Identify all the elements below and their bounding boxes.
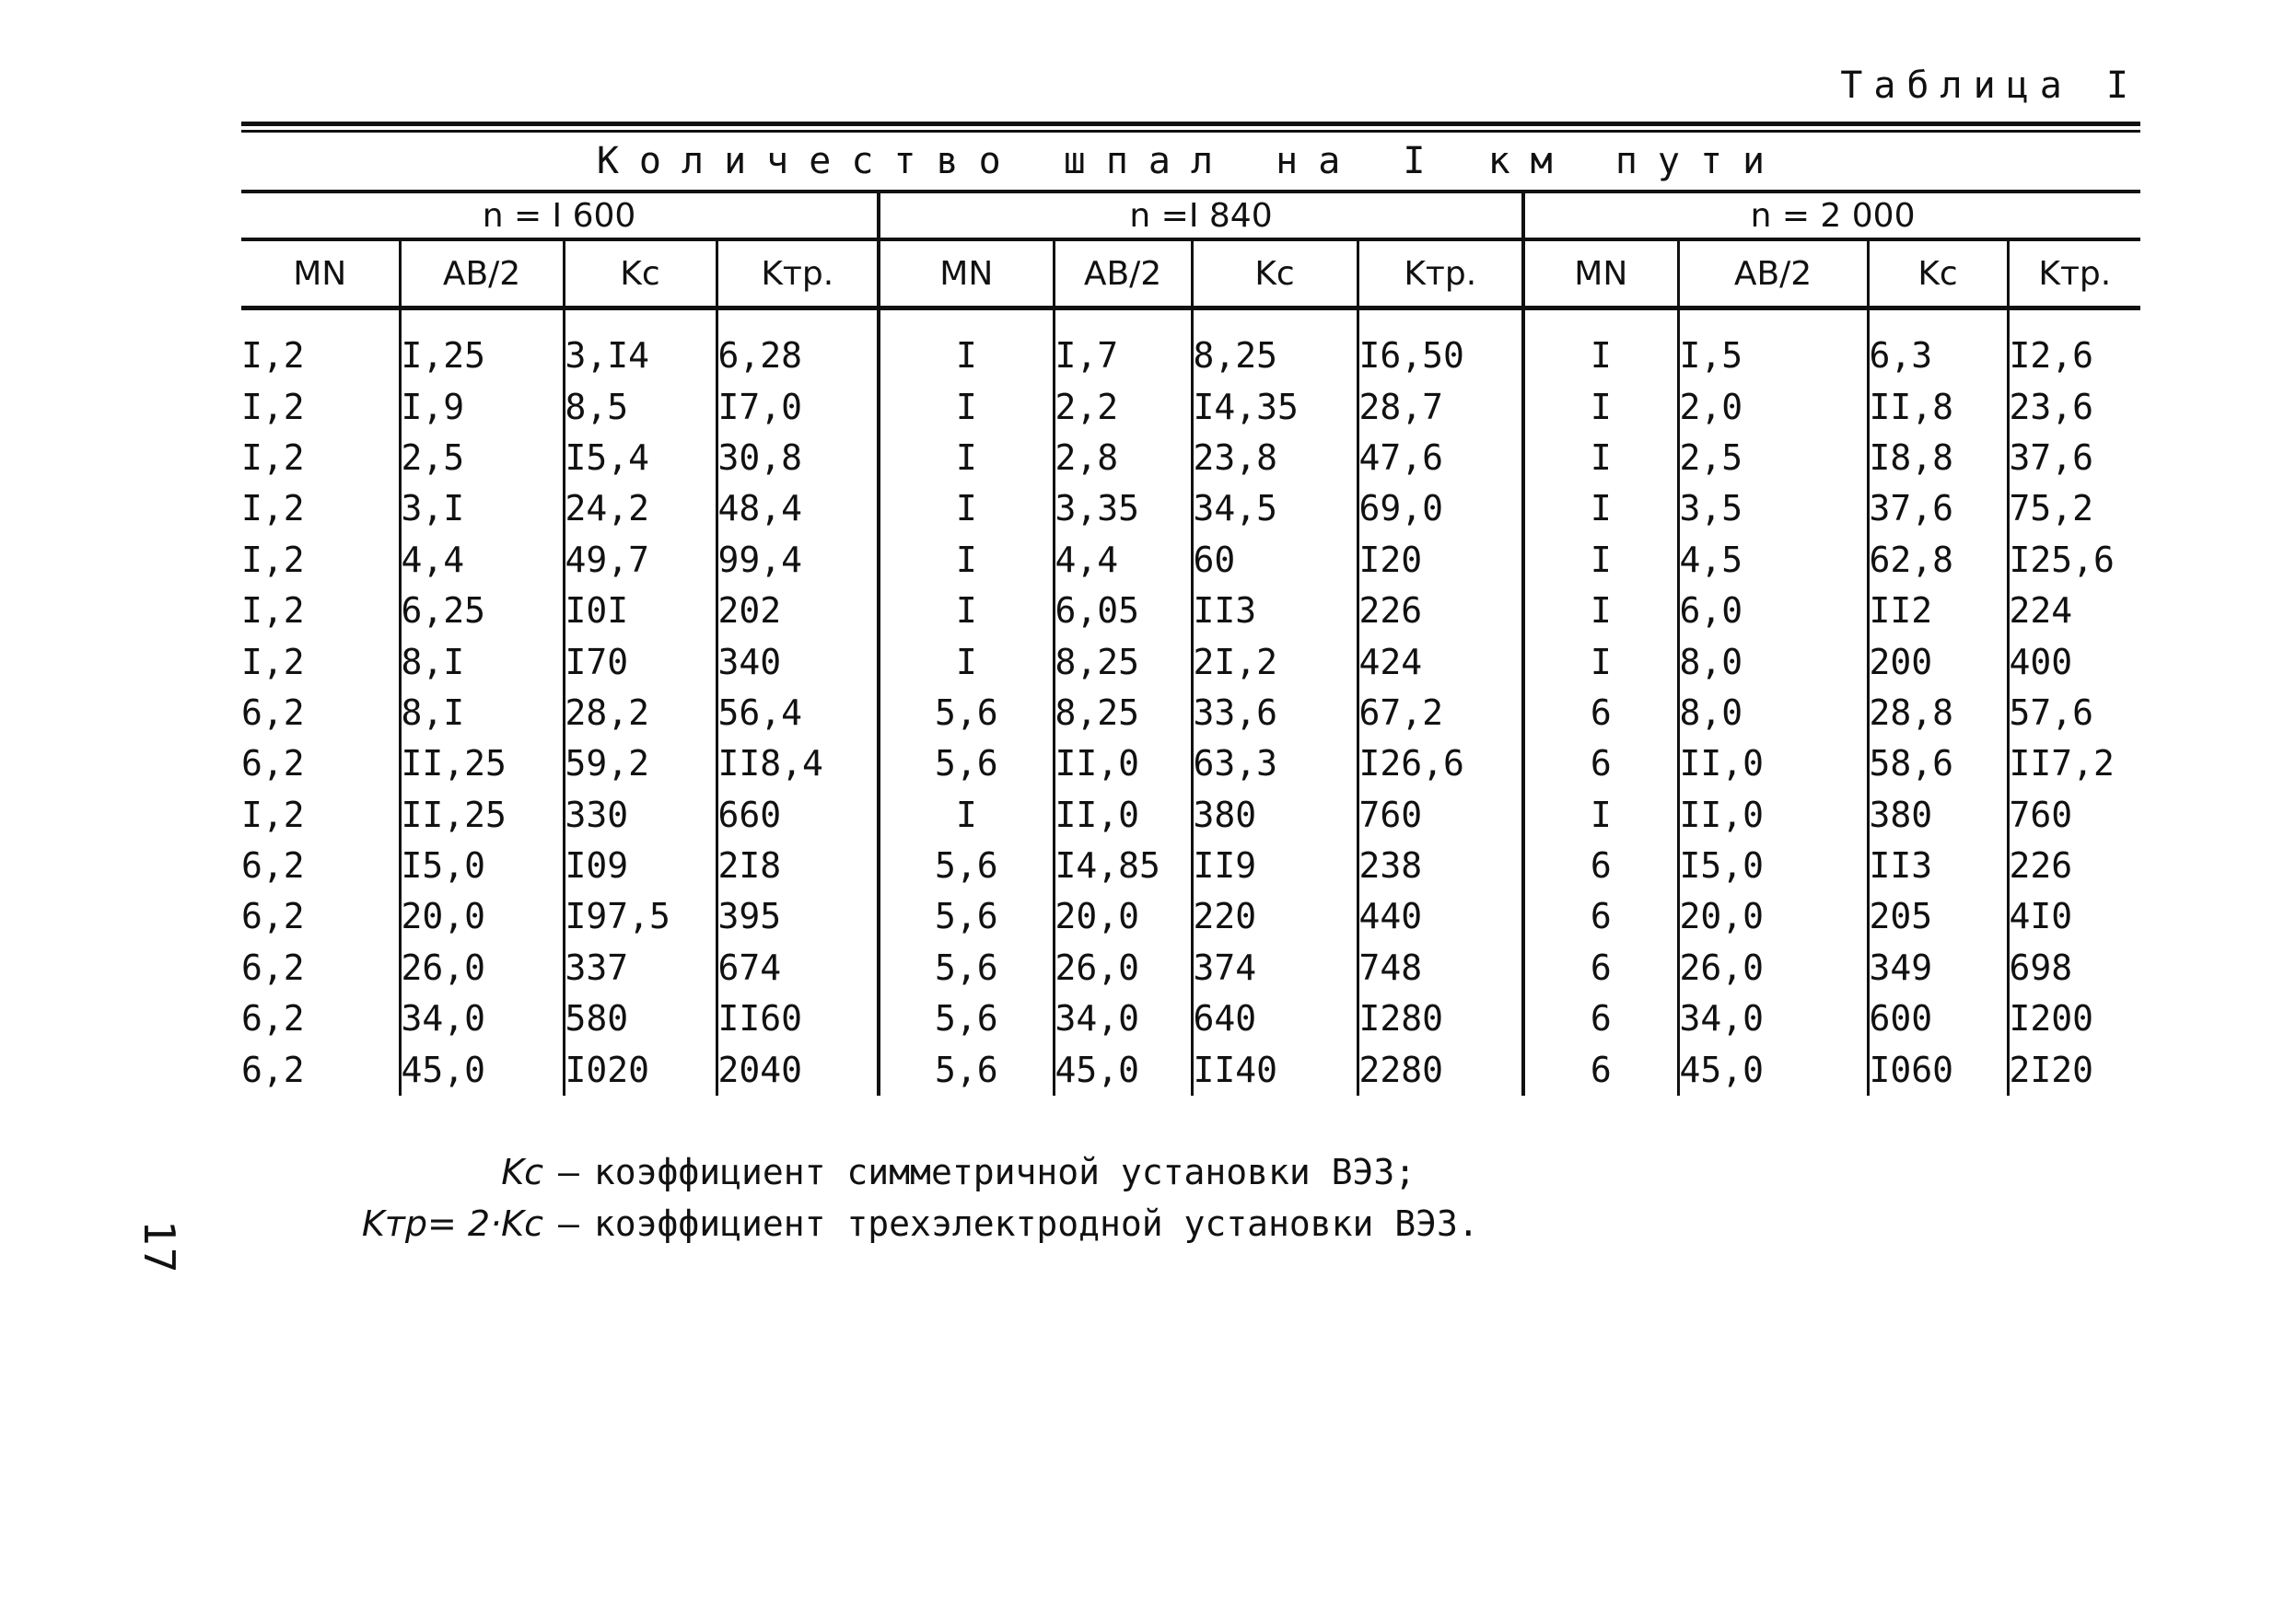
table-cell: 33,6 (1192, 688, 1358, 738)
table-cell: I26,6 (1358, 738, 1523, 789)
table-cell: II,0 (1678, 738, 1868, 789)
note-dash: – (558, 1152, 579, 1192)
note-symbol: Kтр= 2·Kc (361, 1203, 543, 1244)
table-cell: 6,28 (717, 308, 879, 382)
table-cell: 8,25 (1054, 688, 1192, 738)
table-cell: II7,2 (2009, 743, 2115, 784)
column-header: Kc (564, 239, 717, 308)
table-cell: 440 (1358, 891, 1523, 942)
table-cell: I (1523, 483, 1678, 534)
table-cell: I0I (564, 586, 717, 636)
table-cell: 5,6 (879, 993, 1054, 1044)
table-cell: 37,6 (2009, 436, 2094, 478)
table-cell: I (1523, 636, 1678, 687)
table-cell: 5,6 (879, 891, 1054, 942)
table-cell: 4,4 (400, 535, 564, 586)
table-row (241, 586, 2140, 636)
table-cell: 337 (564, 943, 717, 993)
table-cell: 5,6 (879, 688, 1054, 738)
table-cell: I6,50 (1358, 308, 1523, 382)
table-cell: II,0 (1678, 790, 1868, 841)
table-cell: 26,0 (1054, 943, 1192, 993)
table-cell: 20,0 (1054, 891, 1192, 942)
table-cell: II9 (1192, 841, 1358, 891)
table-cell: I (879, 308, 1054, 382)
table-cell: 2040 (717, 1044, 879, 1095)
table-cell: I97,5 (564, 891, 717, 942)
table-cell: I7,0 (717, 381, 879, 432)
table-cell: 600 (1868, 993, 2008, 1044)
table-cell: 400 (2009, 641, 2073, 682)
page-number: 17 (134, 1220, 184, 1275)
table-cell: 220 (1192, 891, 1358, 942)
table-cell: II2 (1868, 586, 2008, 636)
table-cell: I,7 (1054, 308, 1192, 382)
table-cell: 3,I4 (564, 308, 717, 382)
table-cell: 24,2 (564, 483, 717, 534)
table-cell: 8,0 (1678, 636, 1868, 687)
notes (332, 1146, 1479, 1249)
table-cell: II,0 (1054, 790, 1192, 841)
table-cell: I5,0 (400, 841, 564, 891)
table-cell: 640 (1192, 993, 1358, 1044)
table-cell: 8,I (400, 636, 564, 687)
table-cell: 380 (1192, 790, 1358, 841)
table-cell: 748 (1358, 943, 1523, 993)
table-cell: I70 (564, 636, 717, 687)
table-cell: 6,0 (1678, 586, 1868, 636)
table-cell: 6,05 (1054, 586, 1192, 636)
table-cell: 3,5 (1678, 483, 1868, 534)
table-cell: 34,0 (400, 993, 564, 1044)
table-cell: I25,6 (2009, 539, 2115, 580)
table-cell: 58,6 (1868, 738, 2008, 789)
table-row (241, 738, 2140, 789)
table-cell: 67,2 (1358, 688, 1523, 738)
table-cell: I,2 (241, 535, 400, 586)
table-cell: 34,5 (1192, 483, 1358, 534)
table-cell: 760 (2009, 794, 2073, 835)
top-rule (241, 122, 2140, 126)
table-cell: 34,0 (1678, 993, 1868, 1044)
table-cell: 6,2 (241, 841, 400, 891)
table-cell: 28,2 (564, 688, 717, 738)
table-row (241, 688, 2140, 738)
table-cell: I,2 (241, 636, 400, 687)
table-cell: I2,6 (2009, 335, 2094, 377)
table-row (241, 891, 2140, 942)
table-cell: I (1523, 790, 1678, 841)
table-cell: 424 (1358, 636, 1523, 687)
table-cell: 60 (1192, 535, 1358, 586)
table-row (241, 636, 2140, 687)
table-cell: 380 (1868, 790, 2008, 841)
table-cell: 63,3 (1192, 738, 1358, 789)
table-row (241, 841, 2140, 891)
table-cell: I (879, 790, 1054, 841)
table-cell: 20,0 (400, 891, 564, 942)
note-text: коэффициент трехэлектродной установки ВЭЗ. (593, 1203, 1479, 1244)
table-cell: 23,6 (2009, 386, 2094, 427)
column-header: MN (241, 239, 400, 308)
table-cell: I (879, 483, 1054, 534)
table-cell: 6 (1523, 841, 1678, 891)
table-cell: I (1523, 308, 1678, 382)
table-cell: II,25 (400, 738, 564, 789)
column-header: AB/2 (400, 239, 564, 308)
table-cell: I280 (1358, 993, 1523, 1044)
table-cell: 8,25 (1192, 308, 1358, 382)
table-cell: 45,0 (1054, 1044, 1192, 1095)
table-cell: 395 (717, 891, 879, 942)
table-cell: I (879, 381, 1054, 432)
table-cell: I5,4 (564, 433, 717, 483)
table-cell: 49,7 (564, 535, 717, 586)
table-cell: 349 (1868, 943, 2008, 993)
table-cell: II,8 (1868, 381, 2008, 432)
table-label: Таблица I (1840, 64, 2139, 107)
column-header: MN (1523, 239, 1678, 308)
table-cell: 205 (1868, 891, 2008, 942)
column-header: Kc (1192, 239, 1358, 308)
table-row (241, 1044, 2140, 1095)
table-cell: 48,4 (717, 483, 879, 534)
table-cell: 226 (1358, 586, 1523, 636)
table-cell: 674 (717, 943, 879, 993)
table-cell: 6 (1523, 738, 1678, 789)
table-row (241, 433, 2140, 483)
table-cell: 57,6 (2009, 691, 2094, 733)
table-cell: I (879, 636, 1054, 687)
table-cell: II40 (1192, 1044, 1358, 1095)
table-cell: 374 (1192, 943, 1358, 993)
table-cell: I (1523, 586, 1678, 636)
table-cell: 200 (1868, 636, 2008, 687)
table-cell: I,2 (241, 433, 400, 483)
table-cell: 4I0 (2009, 896, 2073, 937)
table-cell: 6,3 (1868, 308, 2008, 382)
table-cell: 20,0 (1678, 891, 1868, 942)
table-cell: 8,I (400, 688, 564, 738)
table-row (241, 535, 2140, 586)
table-cell: 238 (1358, 841, 1523, 891)
column-header: Kтр. (2008, 239, 2140, 308)
table-cell: I (1523, 535, 1678, 586)
table-cell: 59,2 (564, 738, 717, 789)
table-cell: 8,0 (1678, 688, 1868, 738)
table-row (241, 308, 2140, 382)
table-cell: 6,2 (241, 891, 400, 942)
group-header-n2000: n = 2 000 (1523, 193, 2140, 239)
column-header: AB/2 (1054, 239, 1192, 308)
table-cell: 660 (717, 790, 879, 841)
table-cell: 34,0 (1054, 993, 1192, 1044)
table-cell: 6,2 (241, 738, 400, 789)
note-ktr (332, 1198, 1479, 1249)
table-cell: II3 (1192, 586, 1358, 636)
table-cell: I (879, 535, 1054, 586)
group-header-n1840: n =I 840 (879, 193, 1523, 239)
table-cell: 6 (1523, 1044, 1678, 1095)
table-cell: 6 (1523, 993, 1678, 1044)
table-cell: 45,0 (1678, 1044, 1868, 1095)
table-sheet (241, 122, 2140, 1096)
table-cell: 8,25 (1054, 636, 1192, 687)
group-header-n1600: n = I 600 (241, 193, 879, 239)
table-cell: I (879, 433, 1054, 483)
table-cell: 28,7 (1358, 381, 1523, 432)
table-cell: 2,8 (1054, 433, 1192, 483)
table-cell: 99,4 (717, 535, 879, 586)
table-cell: 2,0 (1678, 381, 1868, 432)
table-cell: I4,85 (1054, 841, 1192, 891)
table-cell: I,9 (400, 381, 564, 432)
table-caption: Количество шпал на I км пути (241, 130, 2140, 193)
table-row (241, 993, 2140, 1044)
note-text: коэффициент симметричной установки ВЭЗ; (593, 1152, 1416, 1192)
note-dash: – (558, 1203, 579, 1244)
table-row (241, 381, 2140, 432)
table-cell: 340 (717, 636, 879, 687)
table-cell: I5,0 (1678, 841, 1868, 891)
table-cell: 2,2 (1054, 381, 1192, 432)
table-cell: II8,4 (717, 738, 879, 789)
table-cell: 45,0 (400, 1044, 564, 1095)
table-cell: 5,6 (879, 738, 1054, 789)
table-cell: I,2 (241, 308, 400, 382)
table-cell: 2I20 (2009, 1049, 2094, 1090)
table-cell: I,2 (241, 381, 400, 432)
note-kc (332, 1146, 1479, 1198)
column-header: Kc (1868, 239, 2008, 308)
table-cell: II,0 (1054, 738, 1192, 789)
table-cell: 2280 (1358, 1044, 1523, 1095)
table-cell: 47,6 (1358, 433, 1523, 483)
table-cell: 37,6 (1868, 483, 2008, 534)
table-cell: 6,2 (241, 993, 400, 1044)
table-cell: 2I,2 (1192, 636, 1358, 687)
table-cell: I (1523, 381, 1678, 432)
column-header: AB/2 (1678, 239, 1868, 308)
table-cell: I200 (2009, 998, 2094, 1040)
table-cell: 30,8 (717, 433, 879, 483)
table-cell: I20 (1358, 535, 1523, 586)
table-cell: 6,2 (241, 688, 400, 738)
column-header: Kтр. (717, 239, 879, 308)
table-cell: 28,8 (1868, 688, 2008, 738)
table-cell: I4,35 (1192, 381, 1358, 432)
table-cell: I8,8 (1868, 433, 2008, 483)
table-cell: 5,6 (879, 841, 1054, 891)
table-cell: I,25 (400, 308, 564, 382)
table-cell: 202 (717, 586, 879, 636)
data-table (241, 193, 2140, 1096)
table-cell: 330 (564, 790, 717, 841)
table-cell: I060 (1868, 1044, 2008, 1095)
table-cell: 2I8 (717, 841, 879, 891)
table-row (241, 943, 2140, 993)
table-cell: 23,8 (1192, 433, 1358, 483)
table-cell: I,2 (241, 790, 400, 841)
table-row (241, 790, 2140, 841)
table-cell: II3 (1868, 841, 2008, 891)
table-cell: I09 (564, 841, 717, 891)
note-symbol: Kc (501, 1152, 543, 1192)
table-row (241, 483, 2140, 534)
table-cell: 56,4 (717, 688, 879, 738)
table-cell: 75,2 (2009, 488, 2094, 529)
table-cell: 4,4 (1054, 535, 1192, 586)
table-cell: I,5 (1678, 308, 1868, 382)
table-cell: 3,35 (1054, 483, 1192, 534)
table-cell: 760 (1358, 790, 1523, 841)
table-cell: 6 (1523, 891, 1678, 942)
table-cell: 4,5 (1678, 535, 1868, 586)
table-cell: 8,5 (564, 381, 717, 432)
table-cell: 69,0 (1358, 483, 1523, 534)
table-cell: 3,I (400, 483, 564, 534)
table-cell: II60 (717, 993, 879, 1044)
table-cell: I (1523, 433, 1678, 483)
table-cell: I020 (564, 1044, 717, 1095)
table-cell: I (879, 586, 1054, 636)
table-cell: 580 (564, 993, 717, 1044)
column-header: Kтр. (1358, 239, 1523, 308)
table-cell: 226 (2009, 845, 2073, 887)
table-cell: 2,5 (1678, 433, 1868, 483)
table-cell: 6 (1523, 688, 1678, 738)
table-cell: 224 (2009, 590, 2073, 632)
table-cell: 5,6 (879, 943, 1054, 993)
table-cell: 2,5 (400, 433, 564, 483)
column-header: MN (879, 239, 1054, 308)
table-cell: I,2 (241, 586, 400, 636)
table-cell: 26,0 (400, 943, 564, 993)
table-cell: 698 (2009, 947, 2073, 988)
table-cell: 26,0 (1678, 943, 1868, 993)
table-cell: 5,6 (879, 1044, 1054, 1095)
table-cell: 62,8 (1868, 535, 2008, 586)
table-cell: 6,25 (400, 586, 564, 636)
table-cell: II,25 (400, 790, 564, 841)
table-cell: 6 (1523, 943, 1678, 993)
table-cell: 6,2 (241, 1044, 400, 1095)
table-cell: I,2 (241, 483, 400, 534)
table-cell: 6,2 (241, 943, 400, 993)
